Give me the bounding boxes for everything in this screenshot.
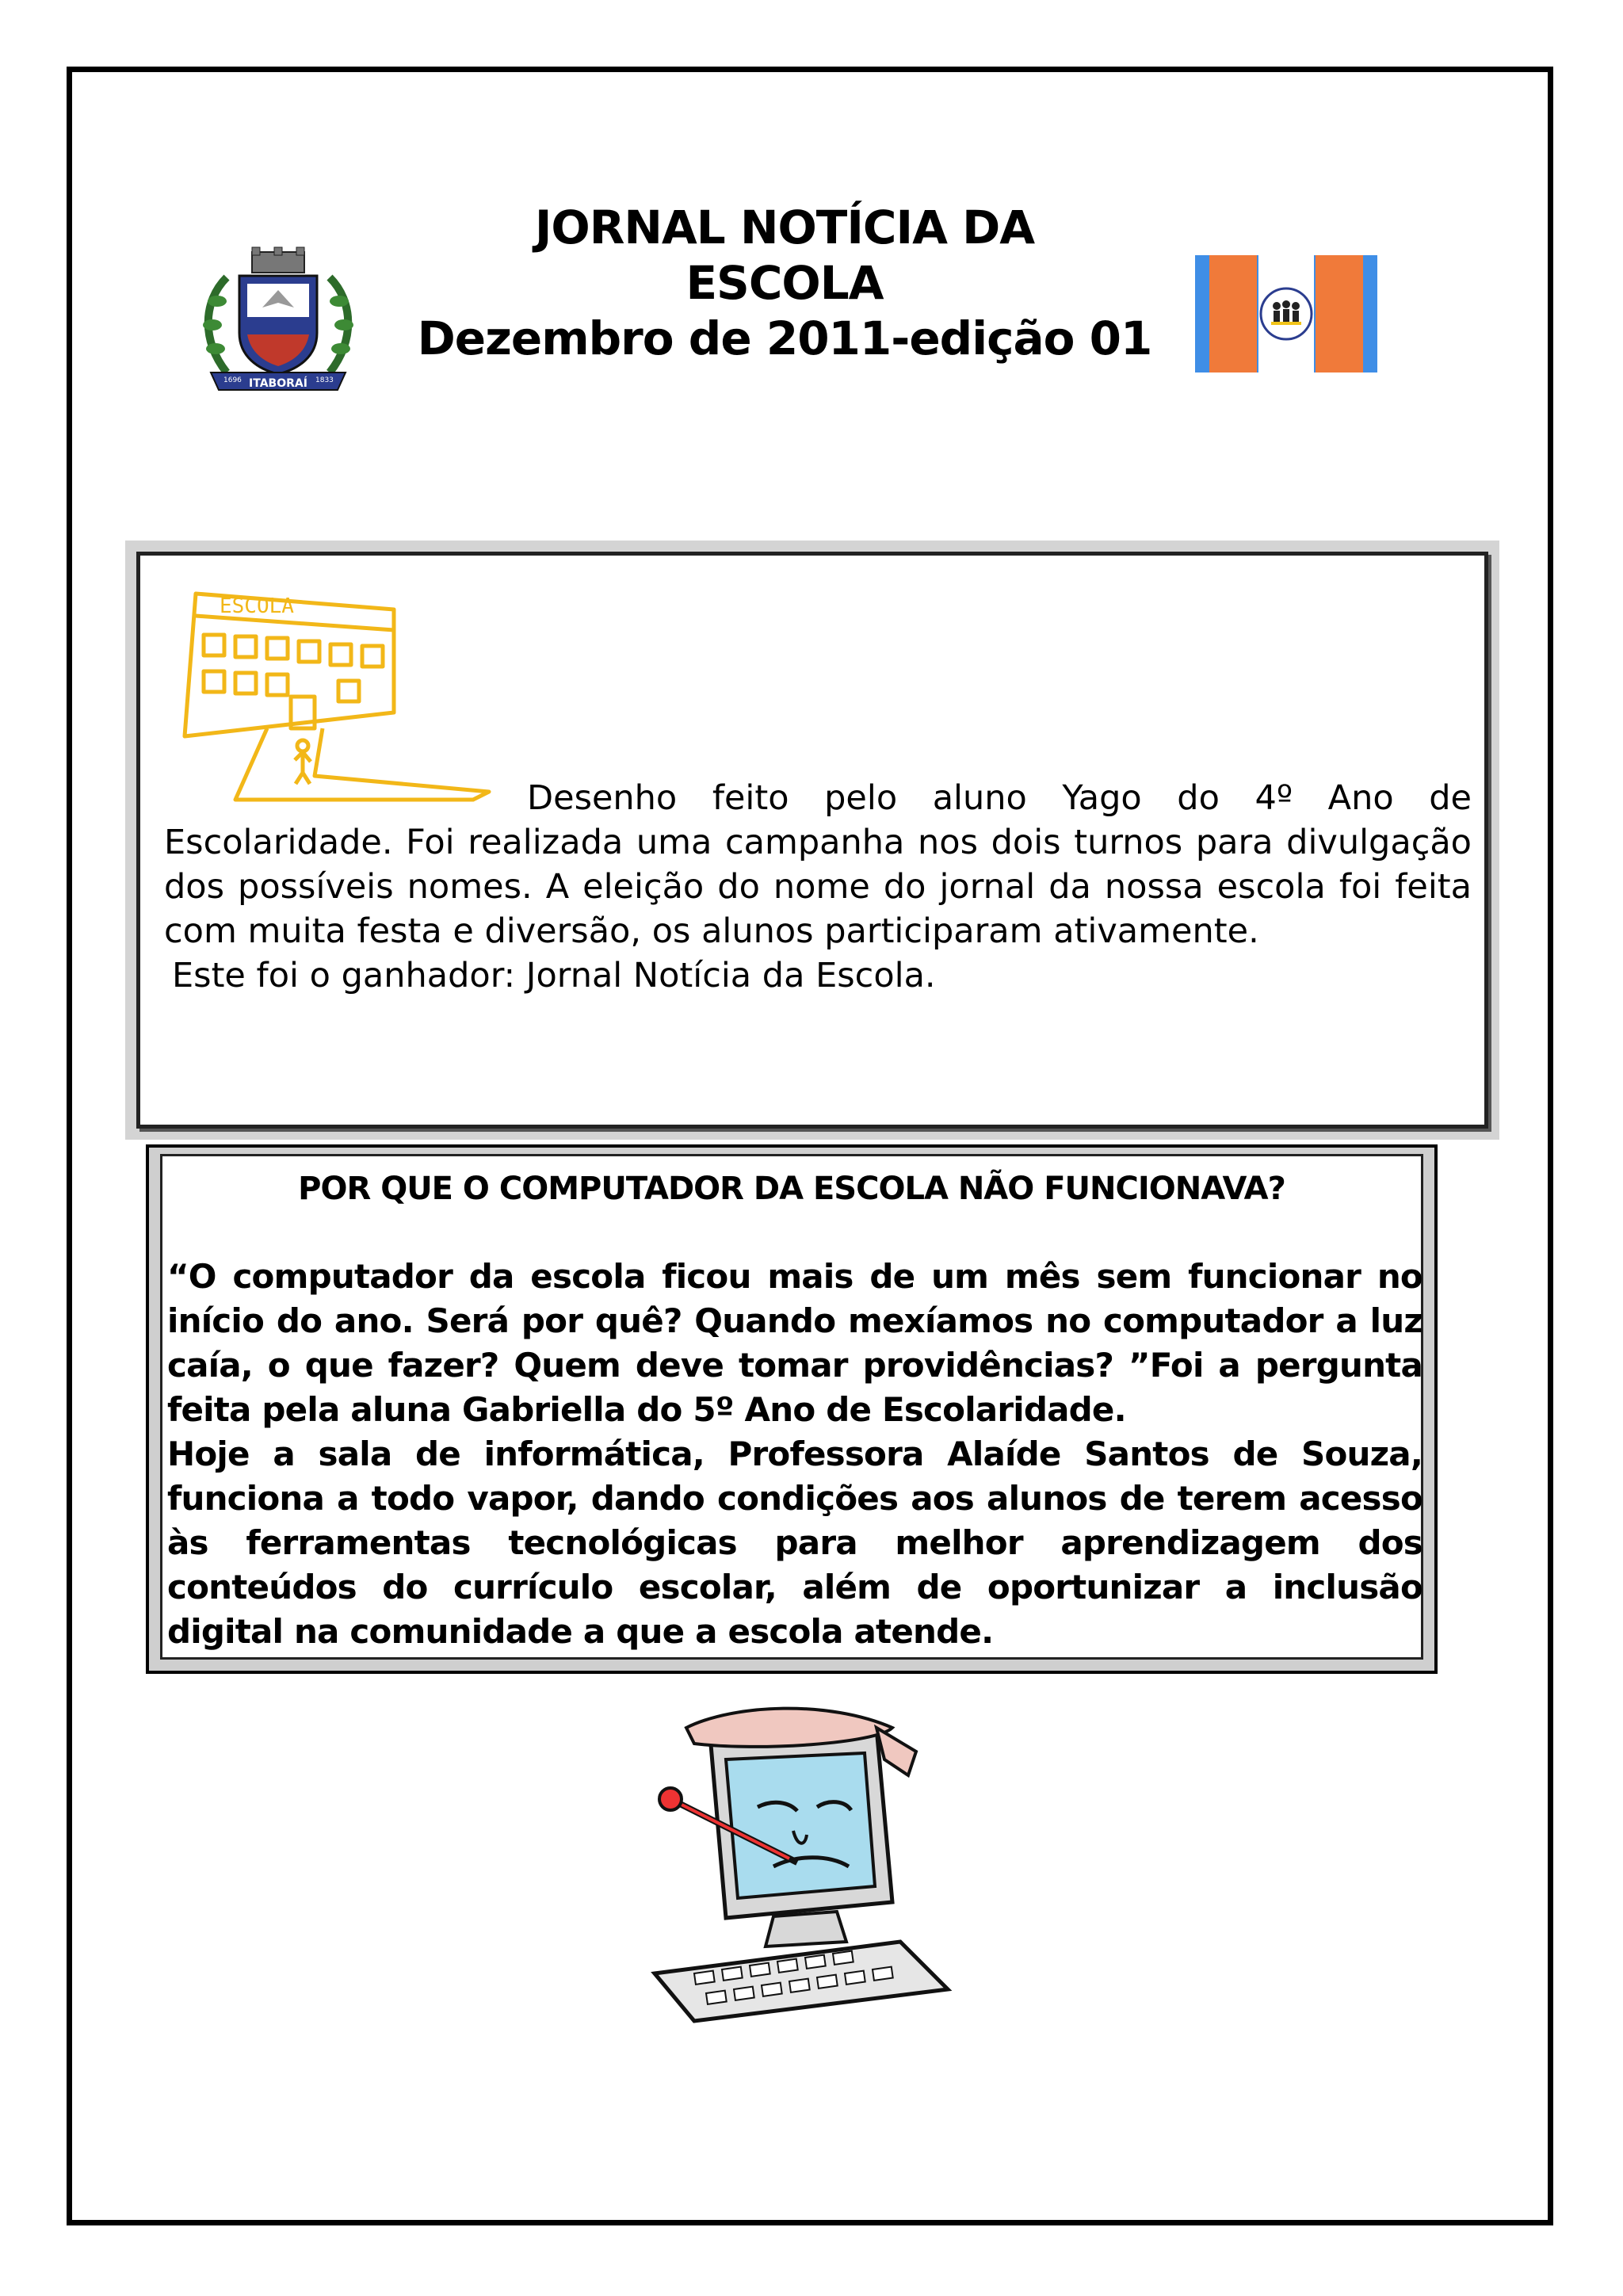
school-drawing-icon <box>172 578 505 808</box>
drawing-label: ESCOLA <box>220 594 294 618</box>
title-line-3: Dezembro de 2011-edição 01 <box>417 311 1152 365</box>
story-box-2-inner <box>160 1154 1423 1660</box>
newspaper-title <box>349 200 1220 366</box>
story-2-heading: POR QUE O COMPUTADOR DA ESCOLA NÃO FUNCIONAVA? <box>298 1171 1285 1207</box>
crest-year-right: 1833 <box>315 376 334 384</box>
coat-of-arms-icon <box>195 246 361 396</box>
story-box-1-inner <box>136 552 1488 1129</box>
crest-year-left: 1696 <box>223 376 242 384</box>
story-1-paragraph <box>164 776 1472 953</box>
story-1-text <box>164 776 1472 998</box>
story-2-paragraph-1: “O computador da escola ficou mais de um mês sem funcionar no início do ano. Será por quê? Quando mexíamos no computador a luz caía, o que fazer? Quem deve tomar providências? ”Foi a pergunta feita pela aluna Gabriella do 5º Ano de Escolaridade. <box>167 1257 1423 1429</box>
story-2-paragraph-2: Hoje a sala de informática, Professora Alaíde Santos de Souza, funciona a todo vapor, dando condições aos alunos de terem acesso às ferramentas tecnológicas para melhor aprendizagem dos conteúdos do currículo escolar, além de oportunizar a inclusão digital na comunidade a que a escola atende. <box>167 1435 1423 1651</box>
title-line-1: JORNAL NOTÍCIA DA <box>534 201 1035 254</box>
title-line-2: ESCOLA <box>685 256 884 310</box>
sick-computer-icon <box>639 1704 972 2037</box>
story-box-2 <box>146 1144 1438 1674</box>
crest-ribbon-text: ITABORAÍ <box>249 377 307 390</box>
school-flag-icon <box>1195 255 1377 372</box>
story-1-paragraph-text: Desenho feito pelo aluno Yago do 4º Ano de Escolaridade. Foi realizada uma campanha nos dois turnos para divulgação dos possíveis nomes. A eleição do nome do jornal da nossa escola foi feita com muita festa e diversão, os alunos participaram ativamente. <box>164 778 1472 951</box>
story-2-text <box>167 1255 1423 1654</box>
story-1-winner: Este foi o ganhador: Jornal Notícia da Escola. <box>172 956 936 995</box>
story-box-1 <box>125 541 1499 1140</box>
